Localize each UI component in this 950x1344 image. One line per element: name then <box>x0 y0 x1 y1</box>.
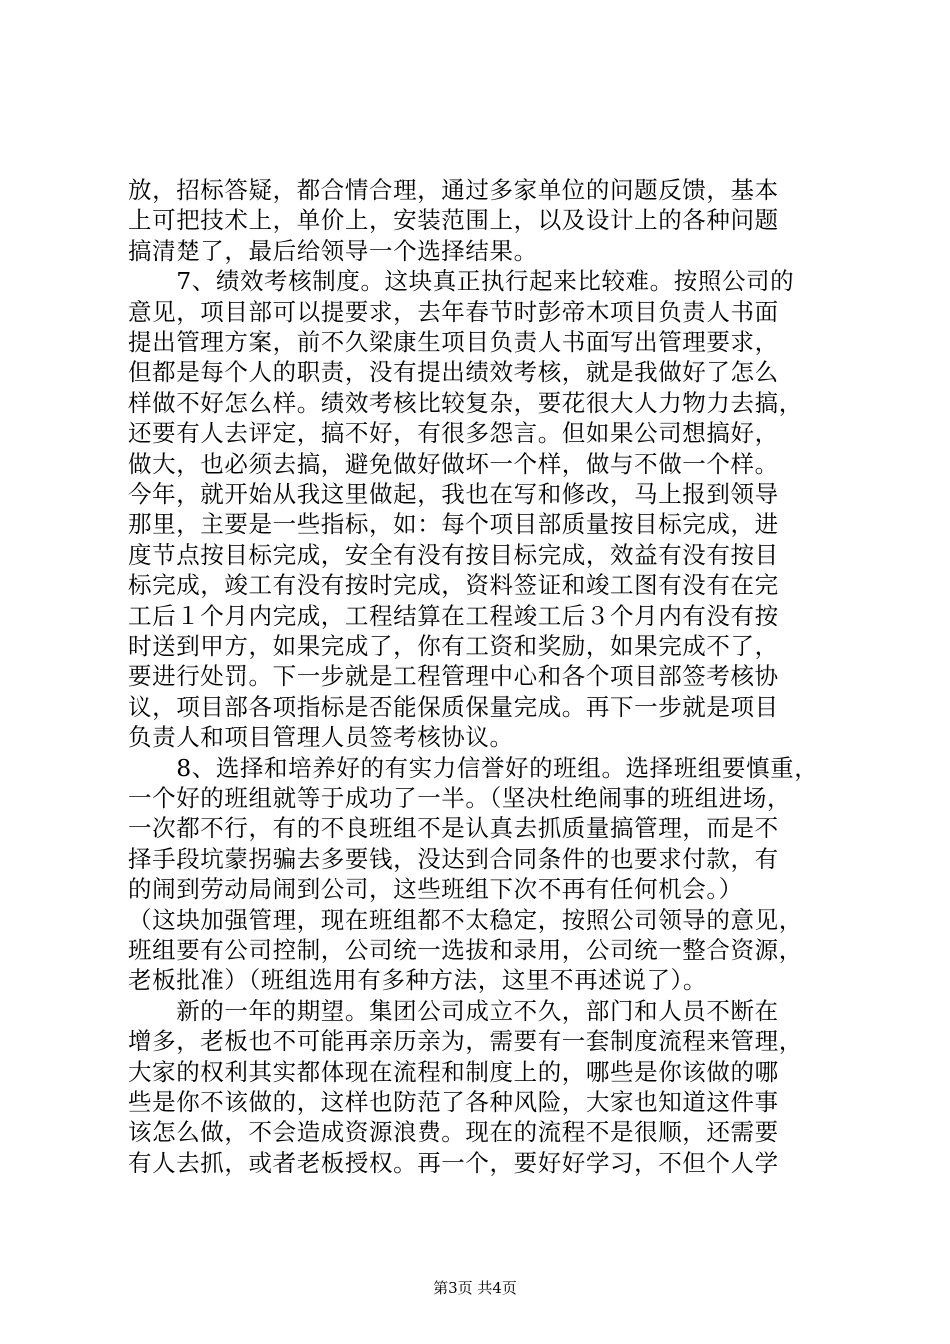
text-line: 一个好的班组就等于成功了一半。（坚决杜绝闹事的班组进场， <box>128 784 792 812</box>
text-line: 一次都不行，有的不良班组不是认真去抓质量搞管理，而是不 <box>128 814 779 843</box>
text-line: 议，项目部各项指标是否能保质保量完成。再下一步就是项目 <box>128 692 779 721</box>
text-line: 择手段坑蒙拐骗去多要钱，没达到合同条件的也要求付款，有 <box>128 844 779 873</box>
text-line: 工后１个月内完成，工程结算在工程竣工后３个月内有没有按 <box>128 601 779 630</box>
text-line: 提出管理方案，前不久梁康生项目负责人书面写出管理要求， <box>128 328 779 356</box>
text-line: 但都是每个人的职责，没有提出绩效考核，就是我做好了怎么 <box>128 358 779 387</box>
text-line: 该怎么做，不会造成资源浪费。现在的流程不是很顺，还需要 <box>128 1118 779 1147</box>
text-line: 班组要有公司控制，公司统一选拔和录用，公司统一整合资源， <box>128 936 803 964</box>
text-line: 大家的权利其实都体现在流程和制度上的，哪些是你该做的哪 <box>128 1057 779 1086</box>
text-line: 新的一年的期望。集团公司成立不久，部门和人员不断在 <box>128 996 779 1025</box>
text-line: 度节点按目标完成，安全有没有按目标完成，效益有没有按目 <box>128 540 779 569</box>
text-line: 还要有人去评定，搞不好，有很多怨言。但如果公司想搞好， <box>128 419 779 448</box>
text-line: 上可把技术上，单价上，安装范围上，以及设计上的各种问题 <box>128 206 779 235</box>
text-line: 搞清楚了，最后给领导一个选择结果。 <box>128 236 538 265</box>
page-footer: 第3页 共4页 <box>433 1279 517 1297</box>
text-line: 负责人和项目管理人员签考核协议。 <box>128 723 514 752</box>
text-line: 样做不好怎么样。绩效考核比较复杂，要花很大人力物力去搞， <box>128 388 803 417</box>
text-line: 放，招标答疑，都合情合理，通过多家单位的问题反馈，基本 <box>128 176 779 204</box>
text-line: 8、选择和培养好的有实力信誉好的班组。选择班组要慎重， <box>128 753 819 782</box>
text-line: 意见，项目部可以提要求，去年春节时彭帝木项目负责人书面 <box>128 297 779 326</box>
text-line: 些是你不该做的，这样也防范了各种风险，大家也知道这件事 <box>128 1088 779 1116</box>
text-line: 那里，主要是一些指标，如：每个项目部质量按目标完成，进 <box>128 510 779 539</box>
text-line: 老板批准）（班组选用有多种方法，这里不再述说了）。 <box>128 966 707 995</box>
text-line: 标完成，竣工有没有按时完成，资料签证和竣工图有没有在完 <box>128 571 779 600</box>
text-line: 时送到甲方，如果完成了，你有工资和奖励，如果完成不了， <box>128 632 779 660</box>
text-line: 要进行处罚。下一步就是工程管理中心和各个项目部签考核协 <box>128 662 779 691</box>
text-line: 7、绩效考核制度。这块真正执行起来比较难。按照公司的 <box>128 267 795 296</box>
text-line: 增多，老板也不可能再亲历亲为，需要有一套制度流程来管理， <box>128 1027 803 1056</box>
text-line: 的闹到劳动局闹到公司，这些班组下次不再有任何机会。） <box>128 875 743 904</box>
text-line: （这块加强管理，现在班组都不太稳定，按照公司领导的意见， <box>128 905 803 934</box>
text-line: 有人去抓，或者老板授权。再一个，要好好学习，不但个人学 <box>128 1148 779 1177</box>
text-line: 做大，也必须去搞，避免做好做坏一个样，做与不做一个样。 <box>128 449 779 478</box>
text-line: 今年，就开始从我这里做起，我也在写和修改，马上报到领导 <box>128 480 779 508</box>
